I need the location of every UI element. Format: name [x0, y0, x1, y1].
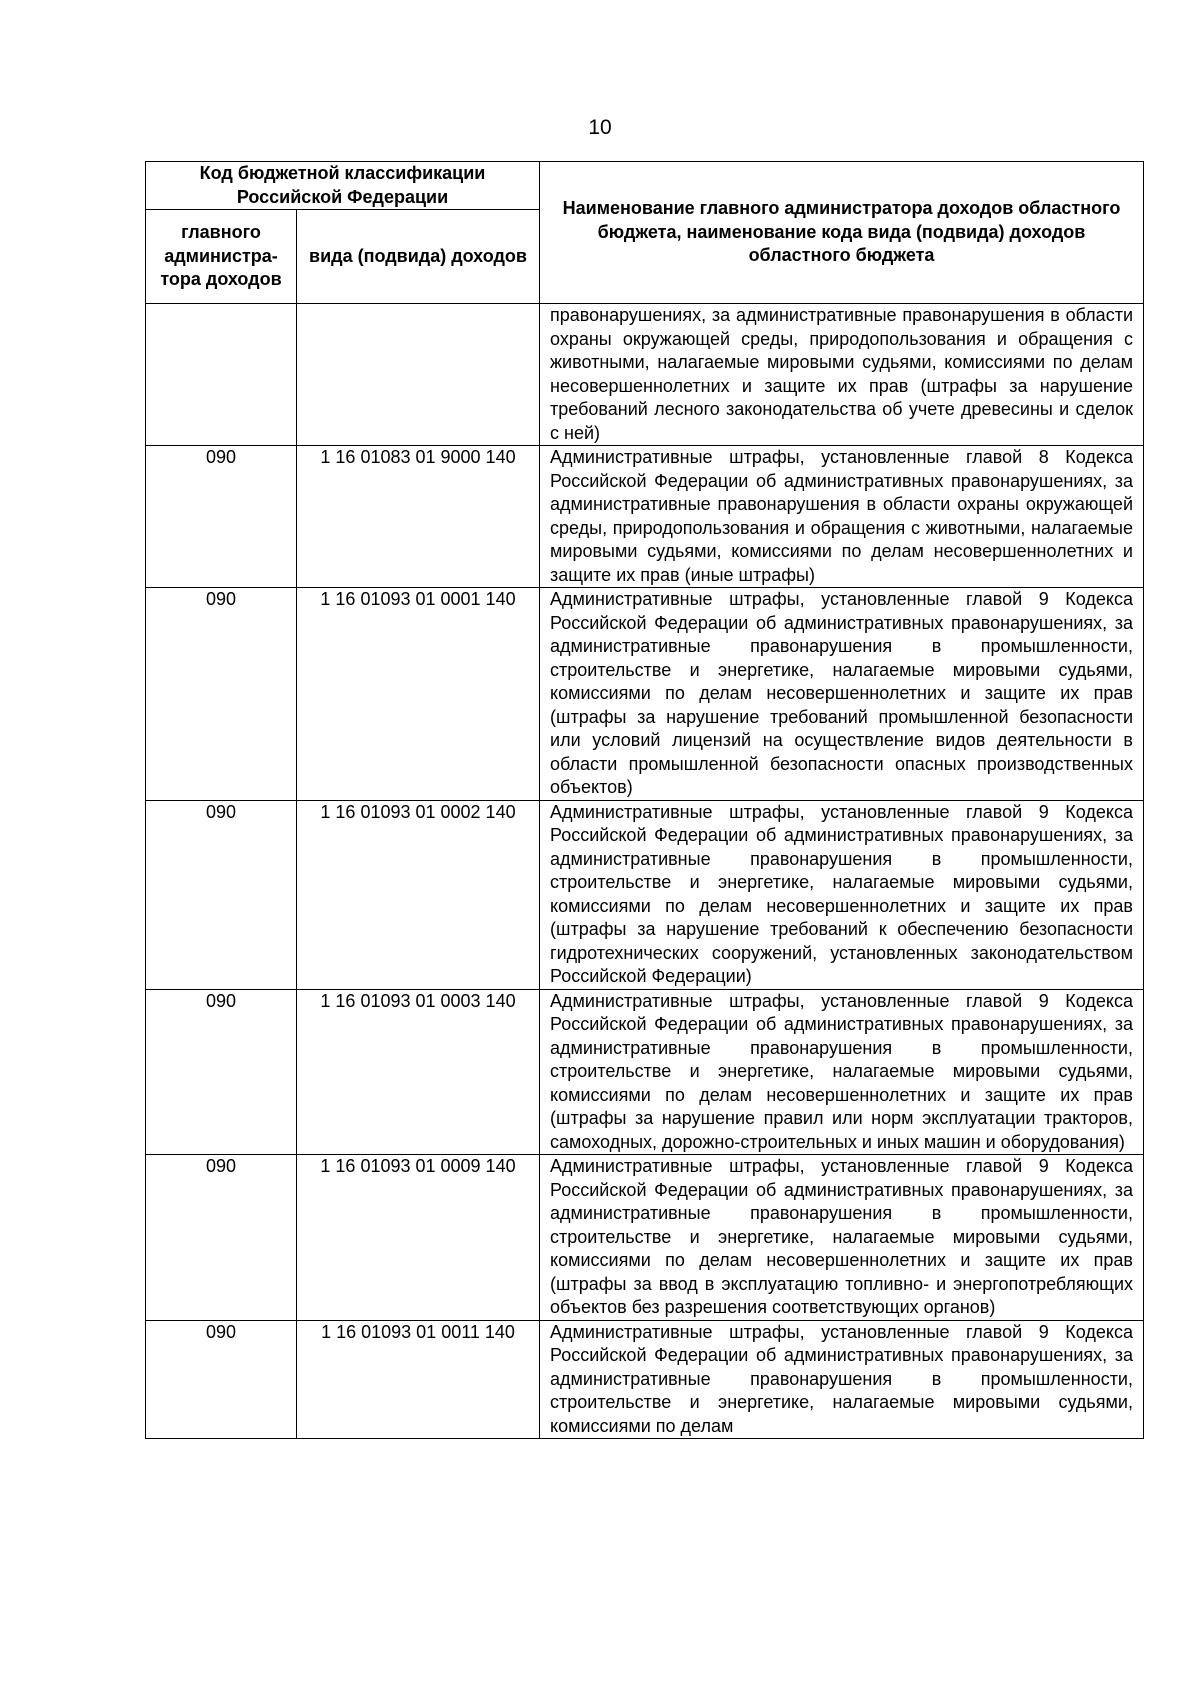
admin-code-cell: 090	[146, 588, 297, 801]
revenue-code-cell: 1 16 01093 01 0002 140	[297, 800, 540, 989]
table-row	[146, 588, 1144, 801]
admin-code-cell: 090	[146, 1155, 297, 1321]
revenue-name-cell: Административные штрафы, установленные главой 9 Кодекса Российской Федерации об административных правонарушениях, за административные правонарушения в промышленности, строительстве и энергетике, налагаемые мировыми судьями, комиссиями по делам	[540, 1320, 1144, 1439]
revenue-name-cell: Административные штрафы, установленные главой 9 Кодекса Российской Федерации об административных правонарушениях, за административные правонарушения в промышленности, строительстве и энергетике, налагаемые мировыми судьями, комиссиями по делам несовершеннолетних и защите их прав (штрафы за нарушение правил или норм эксплуатации тракторов, самоходных, дорожно-строительных и иных машин и оборудования)	[540, 989, 1144, 1155]
revenue-name-cell: Административные штрафы, установленные главой 8 Кодекса Российской Федерации об административных правонарушениях, за административные правонарушения в области охраны окружающей среды, природопользования и обращения с животными, налагаемые мировыми судьями, комиссиями по делам несовершеннолетних и защите их прав (иные штрафы)	[540, 446, 1144, 588]
header-name-column: Наименование главного администратора доходов областного бюджета, наименование кода вида (подвида) доходов областного бюджета	[540, 162, 1144, 304]
revenue-code-cell: 1 16 01083 01 9000 140	[297, 446, 540, 588]
revenue-name-cell: Административные штрафы, установленные главой 9 Кодекса Российской Федерации об административных правонарушениях, за административные правонарушения в промышленности, строительстве и энергетике, налагаемые мировыми судьями, комиссиями по делам несовершеннолетних и защите их прав (штрафы за нарушение требований промышленной безопасности или условий лицензий на осуществление видов деятельности в области промышленной безопасности опасных производственных объектов)	[540, 588, 1144, 801]
revenue-name-cell: правонарушениях, за административные правонарушения в области охраны окружающей среды, природопользования и обращения с животными, налагаемые мировыми судьями, комиссиями по делам несовершеннолетних и защите их прав (штрафы за нарушение требований лесного законодательства об учете древесины и сделок с ней)	[540, 304, 1144, 446]
revenue-name-cell: Административные штрафы, установленные главой 9 Кодекса Российской Федерации об административных правонарушениях, за административные правонарушения в промышленности, строительстве и энергетике, налагаемые мировыми судьями, комиссиями по делам несовершеннолетних и защите их прав (штрафы за нарушение требований к обеспечению безопасности гидротехнических сооружений, установленных законодательством Российской Федерации)	[540, 800, 1144, 989]
header-code-column: вида (подвида) доходов	[297, 210, 540, 304]
table-row	[146, 1155, 1144, 1321]
table-body	[146, 304, 1144, 1439]
page-number: 10	[588, 116, 612, 139]
table-row	[146, 304, 1144, 446]
revenue-name-cell: Административные штрафы, установленные главой 9 Кодекса Российской Федерации об административных правонарушениях, за административные правонарушения в промышленности, строительстве и энергетике, налагаемые мировыми судьями, комиссиями по делам несовершеннолетних и защите их прав (штрафы за ввод в эксплуатацию топливно- и энергопотребляющих объектов без разрешения соответствующих органов)	[540, 1155, 1144, 1321]
admin-code-cell: 090	[146, 800, 297, 989]
admin-code-cell	[146, 304, 297, 446]
revenue-code-cell: 1 16 01093 01 0001 140	[297, 588, 540, 801]
revenue-code-cell: 1 16 01093 01 0003 140	[297, 989, 540, 1155]
table-row	[146, 1320, 1144, 1439]
revenue-code-cell: 1 16 01093 01 0009 140	[297, 1155, 540, 1321]
table-row	[146, 446, 1144, 588]
revenue-code-cell: 1 16 01093 01 0011 140	[297, 1320, 540, 1439]
admin-code-cell: 090	[146, 1320, 297, 1439]
budget-classification-table	[145, 161, 1144, 1439]
header-admin-column: главного администра-тора доходов	[146, 210, 297, 304]
header-budget-code-group: Код бюджетной классификации Российской Федерации	[146, 162, 540, 210]
table-row	[146, 989, 1144, 1155]
table-row	[146, 800, 1144, 989]
revenue-code-cell	[297, 304, 540, 446]
admin-code-cell: 090	[146, 989, 297, 1155]
table-header	[146, 162, 1144, 304]
admin-code-cell: 090	[146, 446, 297, 588]
